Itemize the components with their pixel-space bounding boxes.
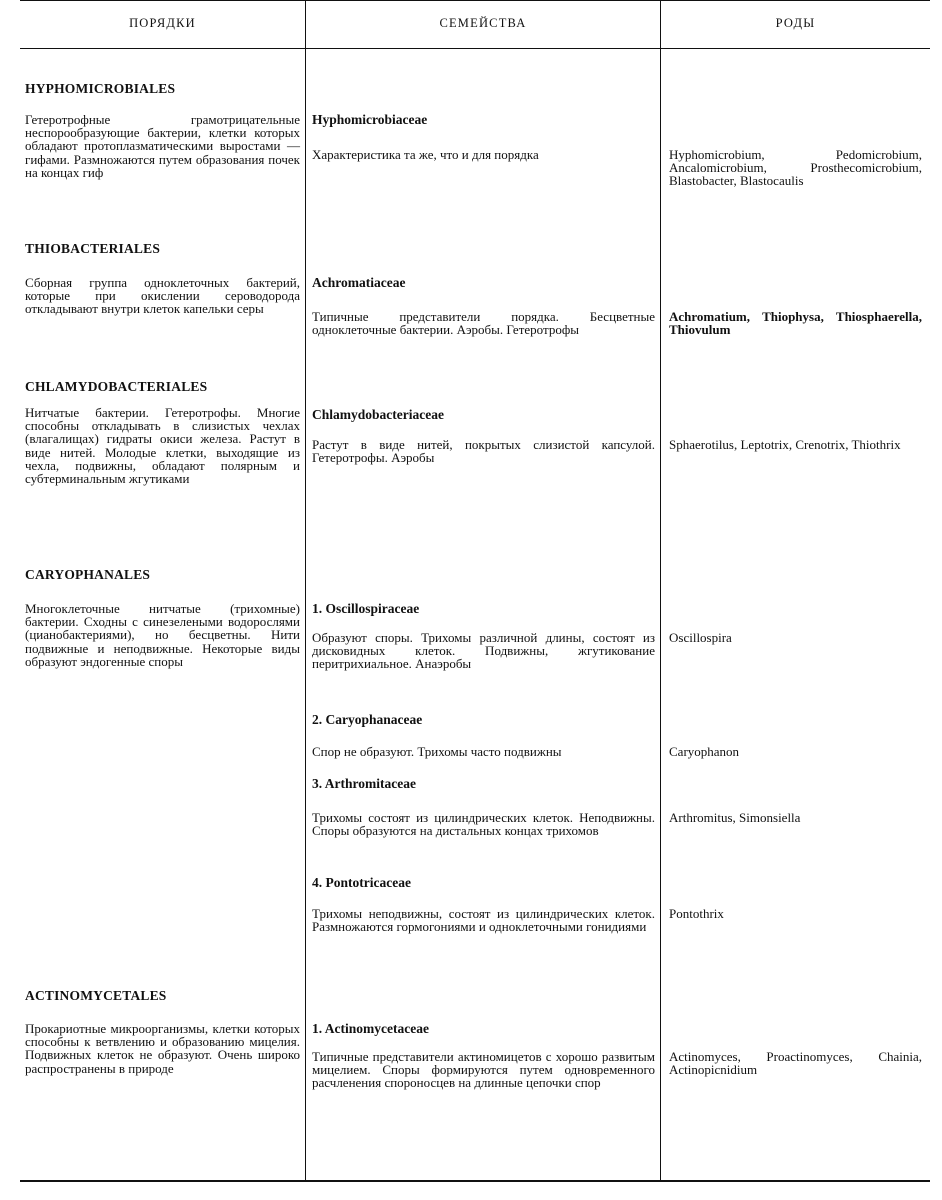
genera-list: Actinomyces, Proactinomyces, Chainia, Actinopicnidium xyxy=(669,1049,922,1078)
family-name: Hyphomicrobiaceae xyxy=(312,112,428,127)
order-description: Многоклеточные нитчатые (трихомные) бактерии. Сходны с синезелеными водорослями (цианобактериями), но бесцветны. Нити подвижные и неподвижные. Некоторые виды образуют эндогенные споры xyxy=(25,601,300,669)
order-description: Гетеротрофные грамотрицательные неспорообразующие бактерии, клетки которых обладают протоплазматическими выростами — гифами. Размножаются путем образования почек на концах гиф xyxy=(25,112,300,180)
genera-list: Hyphomicrobium, Pedomicrobium, Ancalomicrobium, Prosthecomicrobium, Blastobacter, Blastocaulis xyxy=(669,147,922,189)
order-description: Сборная группа одноклеточных бактерий, которые при окислении сероводорода откладывают внутри клеток капельки серы xyxy=(25,275,300,317)
family-description: Спор не образуют. Трихомы часто подвижны xyxy=(312,744,562,759)
genera-list: Caryophanon xyxy=(669,744,740,759)
family-description: Типичные представители актиномицетов с хорошо развитым мицелием. Споры формируются путем одновременного расчленения спороносцев на длинные цепочки спор xyxy=(312,1049,655,1091)
table-bottom-rule xyxy=(20,1180,930,1182)
family-name: 1. Oscillospiraceae xyxy=(312,601,420,616)
column-divider-2 xyxy=(660,0,661,1180)
family-name: Chlamydobacteriaceae xyxy=(312,407,444,422)
genera-list: Arthromitus, Simonsiella xyxy=(669,810,801,825)
order-title: THIOBACTERIALES xyxy=(25,241,161,256)
family-description: Типичные представители порядка. Бесцветные одноклеточные бактерии. Аэробы. Гетеротрофы xyxy=(312,309,655,338)
family-description: Характеристика та же, что и для порядка xyxy=(312,147,539,162)
header-genera: РОДЫ xyxy=(775,16,816,30)
family-description: Трихомы состоят из цилиндрических клеток. Неподвижны. Споры образуются на дистальных концах трихомов xyxy=(312,810,655,839)
order-title: CARYOPHANALES xyxy=(25,567,151,582)
order-description: Нитчатые бактерии. Гетеротрофы. Многие способны откладывать в слизистых чехлах (влагалищах) гидраты окиси железа. Растут в виде нитей. Молодые клетки, выходящие из чехла, подвижны, обладают полярным и субтерминальным жгутиками xyxy=(25,405,300,487)
order-title: ACTINOMYCETALES xyxy=(25,988,167,1003)
family-description: Образуют споры. Трихомы различной длины, состоят из дисковидных клеток. Подвижны, жгутикование перитрихиальное. Анаэробы xyxy=(312,630,655,672)
order-description: Прокариотные микроорганизмы, клетки которых способны к ветвлению и образованию мицелия. Подвижных клеток не образуют. Очень широко распространены в природе xyxy=(25,1021,300,1076)
family-name: 3. Arthromitaceae xyxy=(312,776,416,791)
genera-list: Sphaerotilus, Leptotrix, Crenotrix, Thiothrix xyxy=(669,437,901,452)
family-name: Achromatiaceae xyxy=(312,275,406,290)
header-orders: ПОРЯДКИ xyxy=(129,16,196,30)
order-title: HYPHOMICROBIALES xyxy=(25,81,176,96)
family-description: Трихомы неподвижны, состоят из цилиндрических клеток. Размножаются гормогониями и одноклеточными гонидиями xyxy=(312,906,655,935)
order-title: CHLAMYDOBACTERIALES xyxy=(25,379,208,394)
family-name: 2. Caryophanaceae xyxy=(312,712,423,727)
column-divider-1 xyxy=(305,0,306,1180)
family-name: 1. Actinomycetaceae xyxy=(312,1021,429,1036)
header-bottom-rule xyxy=(20,48,930,49)
header-families: СЕМЕЙСТВА xyxy=(439,16,527,30)
genera-list: Oscillospira xyxy=(669,630,732,645)
family-name: 4. Pontotricaceae xyxy=(312,875,411,890)
genera-list: Pontothrix xyxy=(669,906,724,921)
table-top-rule xyxy=(20,0,930,1)
family-description: Растут в виде нитей, покрытых слизистой капсулой. Гетеротрофы. Аэробы xyxy=(312,437,655,466)
genera-list: Achromatium, Thiophysa, Thiosphaerella, Thiovulum xyxy=(669,309,922,338)
